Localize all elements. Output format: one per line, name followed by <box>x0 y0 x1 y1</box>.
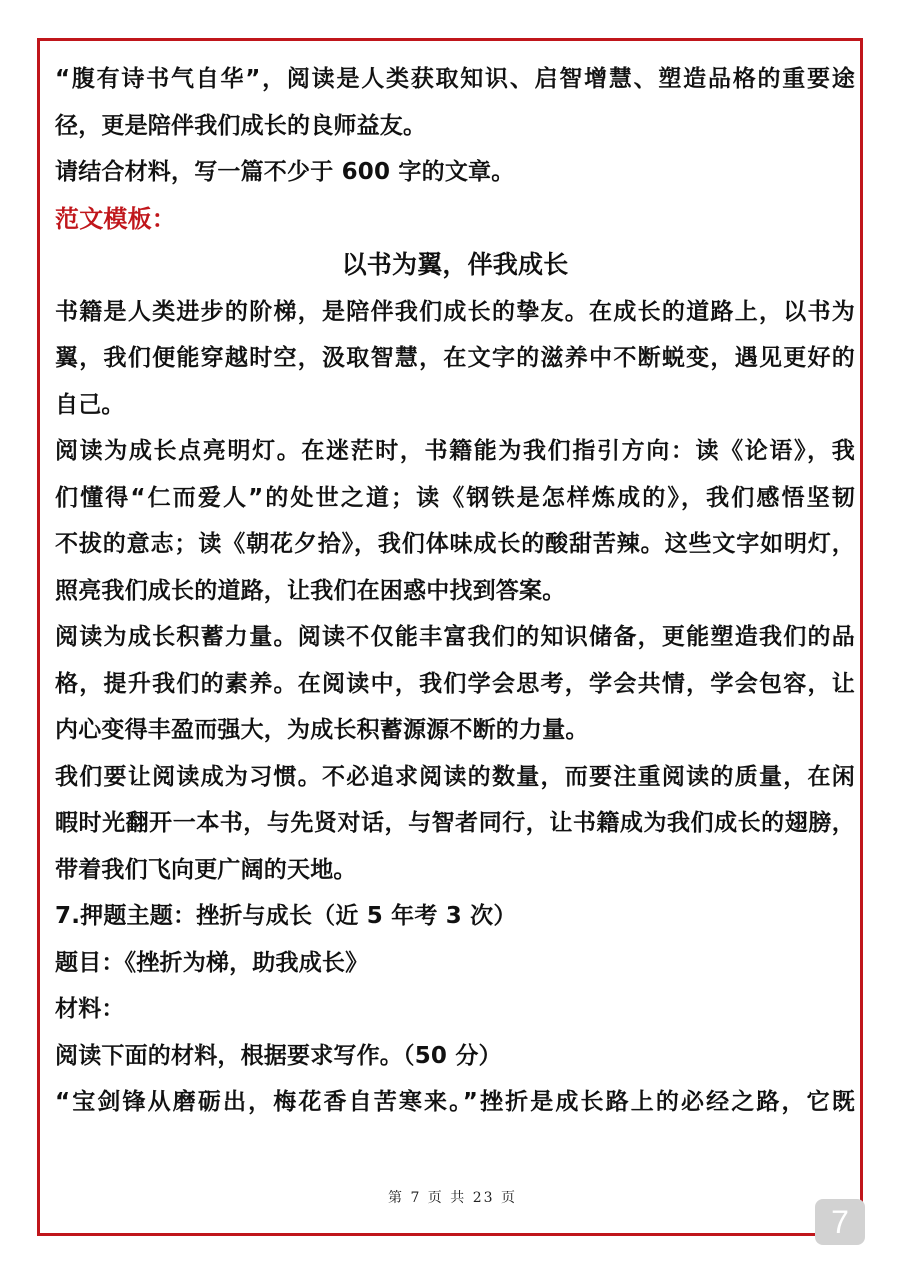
paragraph-line: 照亮我们成长的道路，让我们在困惑中找到答案。 <box>55 577 566 604</box>
paragraph-line: 阅读为成长积蓄力量。阅读不仅能丰富我们的知识储备，更能塑造我们的品 <box>55 624 855 650</box>
section-heading: 7.押题主题：挫折与成长（近 5 年考 3 次） <box>55 903 517 929</box>
paragraph-line: 暇时光翻开一本书，与先贤对话，与智者同行，让书籍成为我们成长的翅膀， <box>55 810 855 836</box>
topic-title: 题目：《挫折为梯，助我成长》 <box>55 949 369 976</box>
material-label: 材料： <box>55 996 125 1022</box>
paragraph-line: 格，提升我们的素养。在阅读中，我们学会思考，学会共情，学会包容，让 <box>55 670 855 697</box>
page-number-footer: 第 7 页 共 23 页 <box>388 1190 517 1206</box>
paragraph-line: 翼，我们便能穿越时空，汲取智慧，在文字的滋养中不断蜕变，遇见更好的 <box>55 345 855 371</box>
paragraph-line: 内心变得丰盈而强大，为成长积蓄源源不断的力量。 <box>55 717 589 743</box>
document-body <box>55 56 855 1126</box>
paragraph-line: 们懂得“仁而爱人”的处世之道；读《钢铁是怎样炼成的》，我们感悟坚韧 <box>55 484 855 511</box>
template-heading: 范文模板： <box>55 204 176 233</box>
paragraph-line: “宝剑锋从磨砺出，梅花香自苦寒来。”挫折是成长路上的必经之路，它既 <box>55 1089 855 1115</box>
paragraph-line: 书籍是人类进步的阶梯，是陪伴我们成长的挚友。在成长的道路上，以书为 <box>55 298 855 325</box>
paragraph-line: 自己。 <box>55 391 125 418</box>
paragraph-line: 请结合材料，写一篇不少于 600 字的文章。 <box>55 159 515 185</box>
paragraph-line: 径，更是陪伴我们成长的良师益友。 <box>55 112 427 139</box>
paragraph-line: 我们要让阅读成为习惯。不必追求阅读的数量，而要注重阅读的质量，在闲 <box>55 763 855 790</box>
paragraph-line: “腹有诗书气自华”，阅读是人类获取知识、启智增慧、塑造品格的重要途 <box>55 66 855 92</box>
paragraph-line: 阅读为成长点亮明灯。在迷茫时，书籍能为我们指引方向：读《论语》，我 <box>55 438 855 464</box>
instruction-line: 阅读下面的材料，根据要求写作。（50 分） <box>55 1042 502 1069</box>
page-badge: 7 <box>815 1199 865 1245</box>
essay-title: 以书为翼，伴我成长 <box>341 250 569 279</box>
paragraph-line: 不拔的意志；读《朝花夕拾》，我们体味成长的酸甜苦辣。这些文字如明灯， <box>55 531 855 557</box>
paragraph-line: 带着我们飞向更广阔的天地。 <box>55 856 357 883</box>
